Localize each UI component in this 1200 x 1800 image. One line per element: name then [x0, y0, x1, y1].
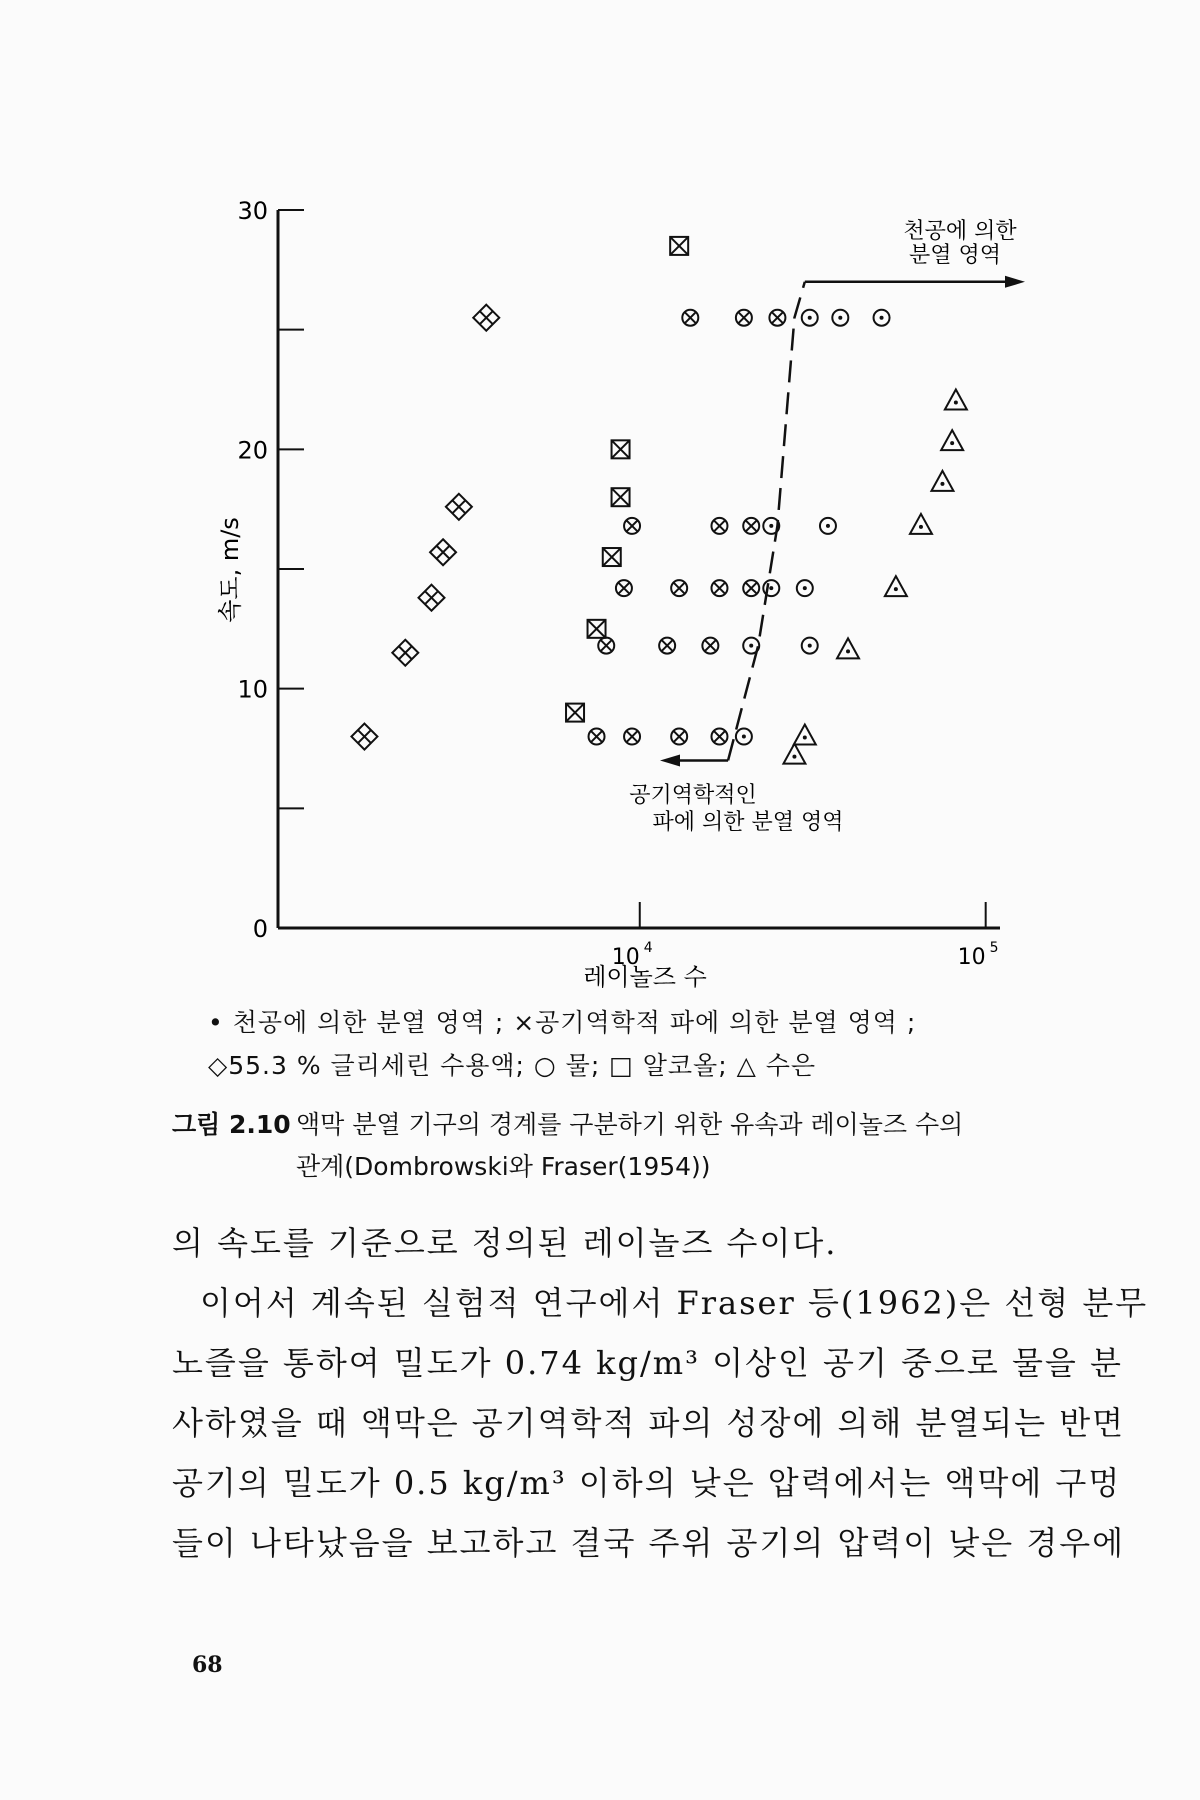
circle-x-marker — [743, 518, 759, 534]
square-marker — [670, 237, 688, 255]
circle-x-marker — [616, 580, 632, 596]
diamond-marker — [351, 724, 377, 750]
circle-x-marker — [624, 518, 640, 534]
triangle-marker — [941, 430, 963, 450]
body-text-line: 노즐을 통하여 밀도가 0.74 kg/m³ 이상인 공기 중으로 물을 분 — [172, 1344, 1123, 1382]
caption-text-line-1: 액막 분열 기구의 경계를 구분하기 위한 유속과 레이놀즈 수의 — [296, 1110, 964, 1139]
circle-x-marker — [671, 580, 687, 596]
page-number: 68 — [192, 1652, 223, 1678]
x-tick-label: 10 — [957, 945, 986, 970]
circle-dot-marker — [802, 638, 818, 654]
diamond-marker — [430, 539, 456, 565]
circle-x-marker — [769, 310, 785, 326]
circle-x-marker — [624, 729, 640, 745]
triangle-marker — [794, 725, 816, 745]
body-text-line: 사하였을 때 액막은 공기역학적 파의 성장에 의해 분열되는 반면 — [172, 1404, 1126, 1442]
circle-dot-marker — [797, 580, 813, 596]
boundary-dashed-line — [728, 282, 805, 761]
triangle-marker — [931, 471, 953, 491]
circle-x-marker — [671, 729, 687, 745]
diamond-marker — [446, 494, 472, 520]
circle-x-marker — [598, 638, 614, 654]
circle-dot-marker — [832, 310, 848, 326]
x-tick-exponent: 5 — [989, 940, 999, 956]
circle-x-marker — [736, 310, 752, 326]
body-text-line: 이어서 계속된 실험적 연구에서 Fraser 등(1962)은 선형 분무 — [200, 1284, 1149, 1322]
legend-line-1: • 천공에 의한 분열 영역 ; ×공기역학적 파에 의한 분열 영역 ; — [208, 1008, 917, 1037]
circle-dot-marker — [874, 310, 890, 326]
square-marker — [566, 704, 584, 722]
y-tick-label: 0 — [252, 915, 268, 943]
y-tick-label: 10 — [237, 675, 268, 704]
data-points — [351, 237, 966, 764]
diamond-marker — [473, 305, 499, 331]
circle-dot-marker — [820, 518, 836, 534]
square-marker — [612, 488, 630, 506]
legend-line-2: ◇55.3 % 글리세린 수용액; ○ 물; □ 알코올; △ 수은 — [208, 1051, 817, 1080]
perforation-label-line1: 천공에 의한 — [903, 219, 1017, 244]
circle-dot-marker — [802, 310, 818, 326]
diamond-marker — [418, 585, 444, 611]
body-text-line: 의 속도를 기준으로 정의된 레이놀즈 수이다. — [172, 1224, 838, 1262]
circle-x-marker — [711, 729, 727, 745]
square-marker — [612, 440, 630, 458]
y-axis-label: 속도, m/s — [216, 517, 244, 623]
caption-label: 그림 2.10 — [172, 1110, 291, 1139]
circle-x-marker — [589, 729, 605, 745]
wave-label-line1: 공기역학적인 — [629, 783, 757, 808]
body-text-line: 공기의 밀도가 0.5 kg/m³ 이하의 낮은 압력에서는 액막에 구멍 — [172, 1464, 1122, 1502]
circle-x-marker — [659, 638, 675, 654]
triangle-marker — [783, 744, 805, 764]
x-tick-label: 10 — [611, 945, 640, 970]
triangle-marker — [885, 576, 907, 596]
circle-x-marker — [711, 580, 727, 596]
triangle-marker — [910, 514, 932, 534]
chart-axes — [278, 210, 1000, 928]
x-axis-label: 레이놀즈 수 — [583, 963, 707, 991]
perforation-arrow-head — [1005, 276, 1025, 288]
circle-dot-marker — [743, 638, 759, 654]
diamond-marker — [392, 640, 418, 666]
triangle-marker — [945, 389, 967, 409]
circle-x-marker — [711, 518, 727, 534]
perforation-label-line2: 분열 영역 — [908, 243, 1002, 268]
caption-text-line-2: 관계(Dombrowski와 Fraser(1954)) — [296, 1152, 711, 1181]
wave-label-line2: 파에 의한 분열 영역 — [652, 810, 844, 835]
wave-arrow-head — [660, 754, 680, 766]
y-tick-label: 30 — [237, 197, 268, 225]
circle-dot-marker — [763, 580, 779, 596]
body-text-line: 들이 나타났음을 보고하고 결국 주위 공기의 압력이 낮은 경우에 — [172, 1524, 1126, 1562]
triangle-marker — [837, 638, 859, 658]
circle-x-marker — [743, 580, 759, 596]
y-tick-label: 20 — [237, 436, 268, 465]
square-marker — [603, 548, 621, 566]
circle-dot-marker — [736, 729, 752, 745]
circle-x-marker — [702, 638, 718, 654]
circle-x-marker — [682, 310, 698, 326]
x-tick-exponent: 4 — [643, 940, 653, 956]
square-marker — [588, 620, 606, 638]
region-annotations — [629, 219, 1017, 835]
